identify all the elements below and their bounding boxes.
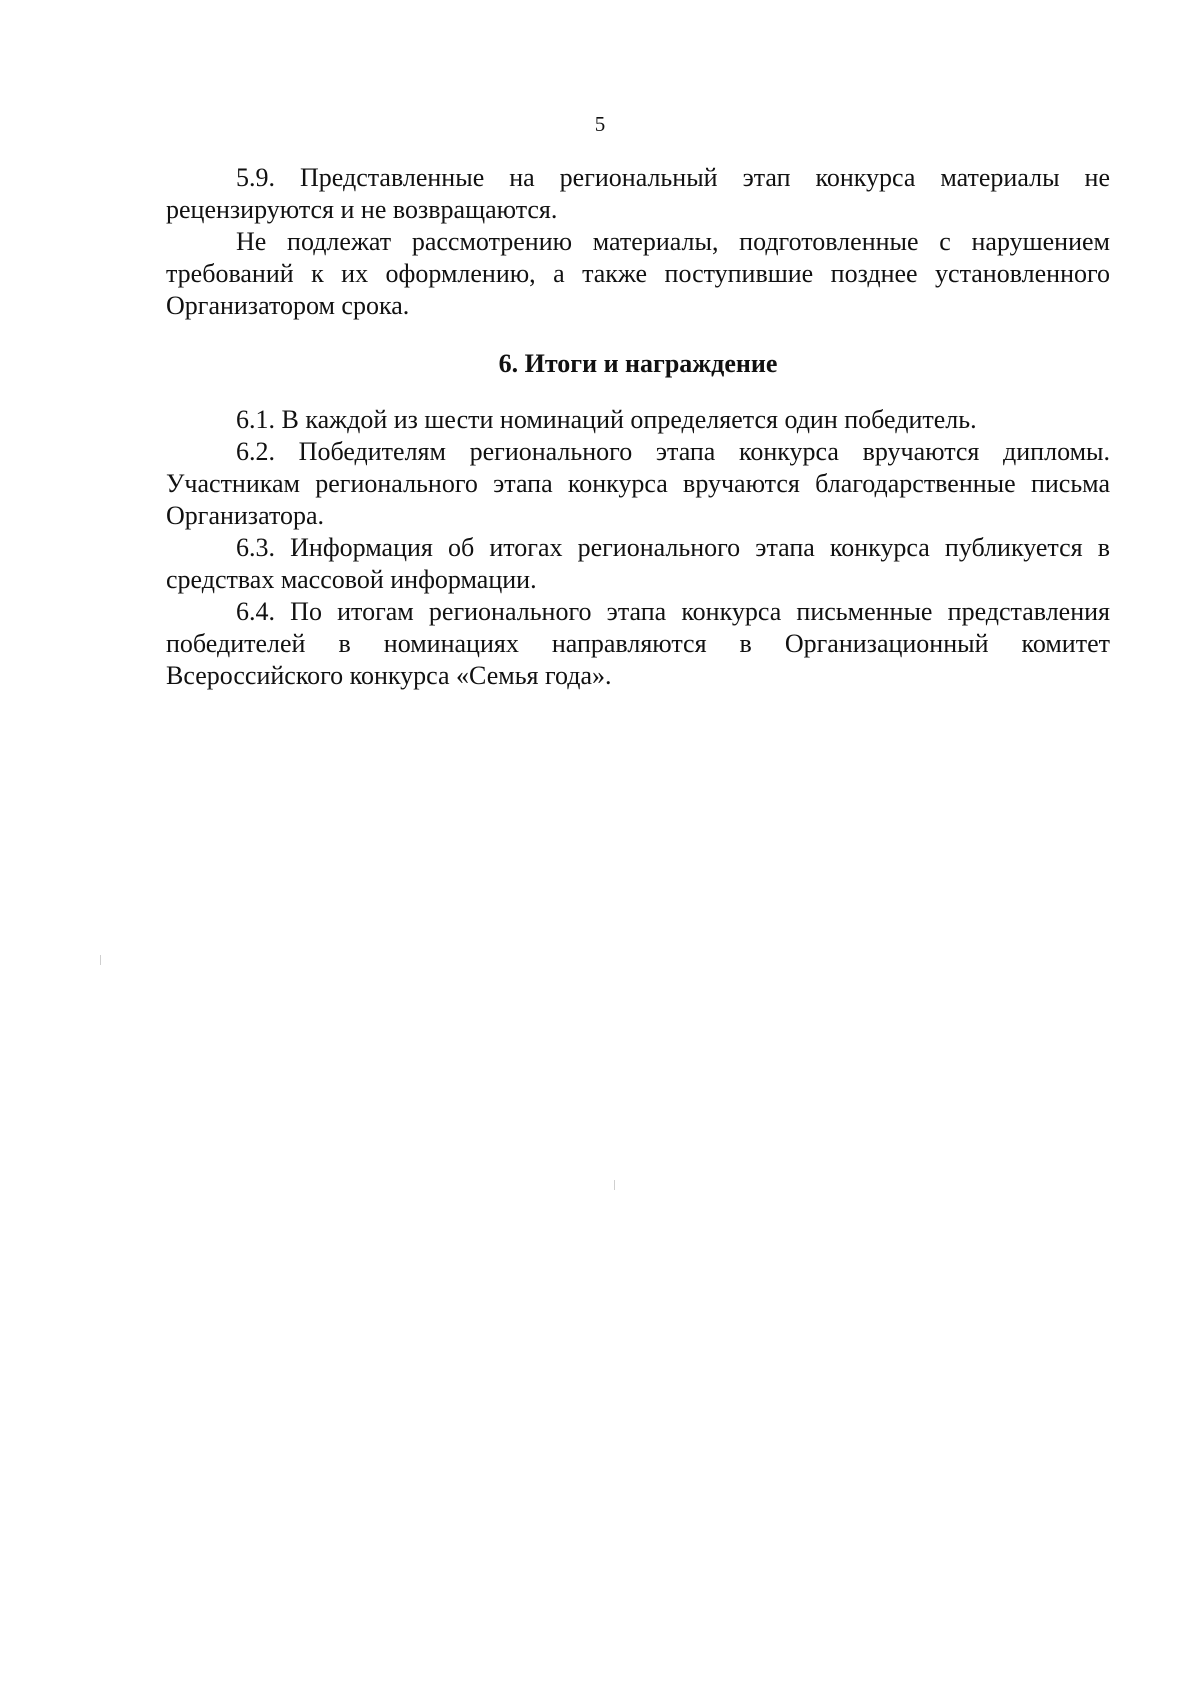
page-number: 5 bbox=[594, 112, 606, 136]
scan-speck bbox=[614, 1180, 615, 1190]
paragraph-5-9: 5.9. Представленные на региональный этап конкурса материалы не рецензируются и не возвращаются. bbox=[166, 163, 1110, 224]
scan-speck bbox=[100, 955, 101, 965]
paragraph-6-2: 6.2. Победителям регионального этапа конкурса вручаются дипломы. Участникам регионального этапа конкурса вручаются благодарственные письма Организатора. bbox=[166, 437, 1110, 530]
paragraph-6-3: 6.3. Информация об итогах регионального этапа конкурса публикуется в средствах массовой информации. bbox=[166, 533, 1110, 594]
section-title: 6. Итоги и награждение bbox=[498, 349, 778, 378]
paragraph-6-4: 6.4. По итогам регионального этапа конкурса письменные представления победителей в номинациях направляются в Организационный комитет Всероссийского конкурса «Семья года». bbox=[166, 597, 1110, 690]
document-body bbox=[166, 162, 1110, 692]
paragraph-6-1: 6.1. В каждой из шести номинаций определяется один победитель. bbox=[236, 405, 977, 434]
paragraph-5-9-rejection: Не подлежат рассмотрению материалы, подготовленные с нарушением требований к их оформлению, а также поступившие позднее установленного Организатором срока. bbox=[166, 227, 1110, 320]
